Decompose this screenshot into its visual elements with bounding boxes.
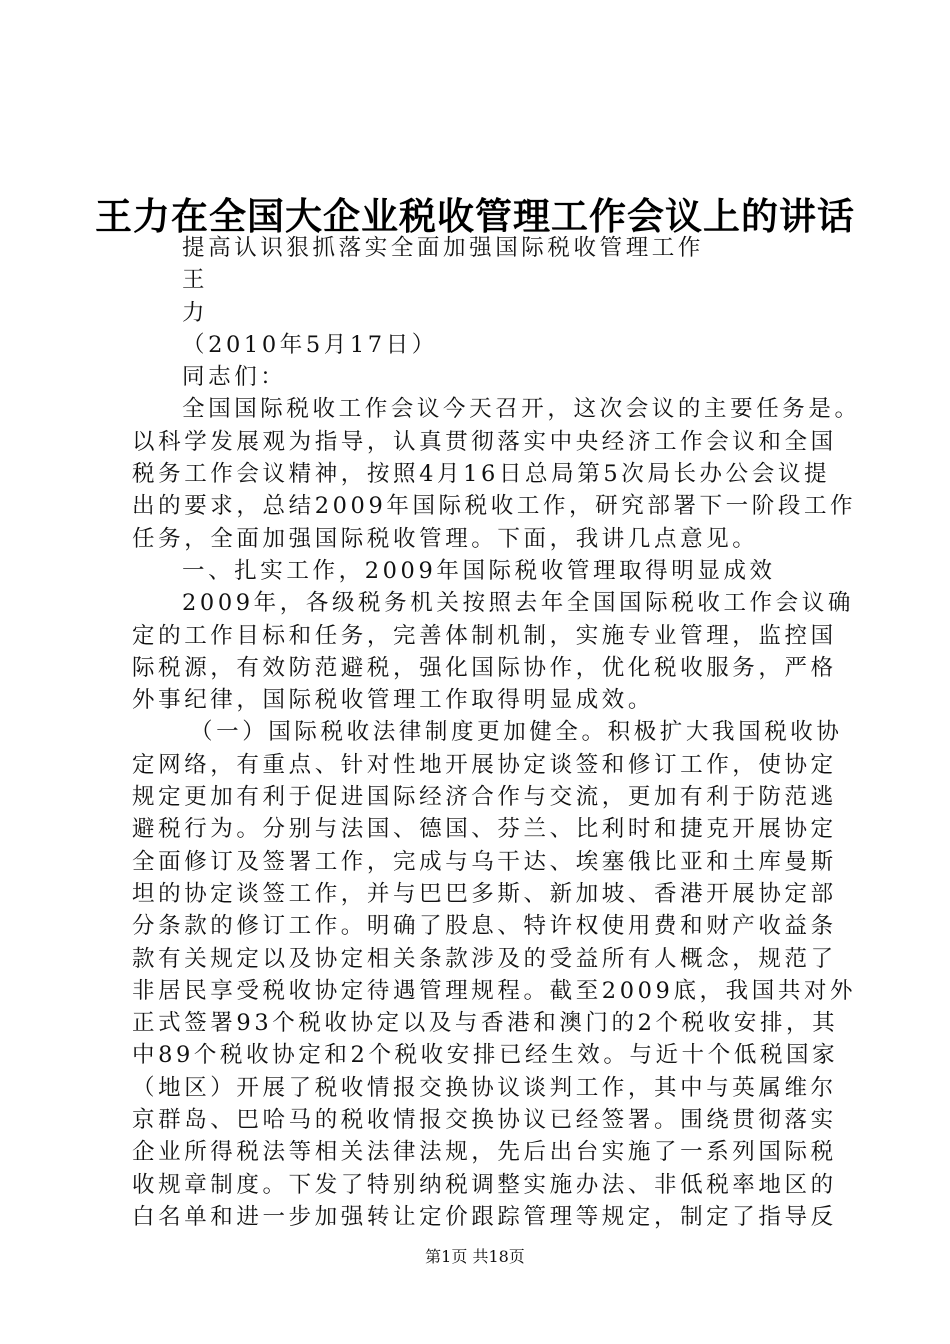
paragraph-line: 白名单和进一步加强转让定价跟踪管理等规定，制定了指导反 [132,1203,837,1230]
paragraph-line: 中89个税收协定和2个税收安排已经生效。与近十个低税国家 [132,1042,839,1069]
date-line: （2010年5月17日） [182,331,438,358]
paragraph-line: 以科学发展观为指导，认真贯彻落实中央经济工作会议和全国 [132,428,837,455]
document-title: 王力在全国大企业税收管理工作会议上的讲话 [95,195,855,238]
author-line-2: 力 [182,299,209,326]
paragraph-line: 避税行为。分别与法国、德国、芬兰、比利时和捷克开展协定 [132,816,837,843]
paragraph-line: 2009年，各级税务机关按照去年全国国际税收工作会议确 [182,590,854,617]
paragraph-line: 款有关规定以及协定相关条款涉及的受益所有人概念，规范了 [132,945,837,972]
paragraph-line: 定的工作目标和任务，完善体制机制，实施专业管理，监控国 [132,622,837,649]
subtitle-line: 提高认识狠抓落实全面加强国际税收管理工作 [182,235,705,261]
paragraph-line: 际税源，有效防范避税，强化国际协作，优化税收服务，严格 [132,654,837,681]
page-number-footer: 第1页 共18页 [425,1247,525,1266]
paragraph-line: 非居民享受税收协定待遇管理规程。截至2009底，我国共对外 [132,977,857,1004]
paragraph-line: 京群岛、巴哈马的税收情报交换协议已经签署。围绕贯彻落实 [132,1107,837,1134]
paragraph-line: 分条款的修订工作。明确了股息、特许权使用费和财产收益条 [132,913,837,940]
section-heading: 一、扎实工作，2009年国际税收管理取得明显成效 [182,557,776,584]
paragraph-line: 企业所得税法等相关法律法规，先后出台实施了一系列国际税 [132,1139,837,1166]
paragraph-line: （一）国际税收法律制度更加健全。积极扩大我国税收协 [190,719,843,746]
salutation-line: 同志们： [182,364,287,391]
paragraph-line: 税务工作会议精神，按照4月16日总局第5次局长办公会议提 [132,461,831,488]
paragraph-line: 收规章制度。下发了特别纳税调整实施办法、非低税率地区的 [132,1171,837,1198]
author-line-1: 王 [182,267,209,294]
paragraph-line: 正式签署93个税收协定以及与香港和澳门的2个税收安排，其 [132,1010,839,1037]
paragraph-line: 定网络，有重点、针对性地开展协定谈签和修订工作，使协定 [132,751,837,778]
paragraph-line: 任务，全面加强国际税收管理。下面，我讲几点意见。 [132,525,759,552]
document-body [132,232,861,1233]
paragraph-line: 坦的协定谈签工作，并与巴巴多斯、新加坡、香港开展协定部 [132,880,837,907]
paragraph-line: 出的要求，总结2009年国际税收工作，研究部署下一阶段工作 [132,493,857,520]
paragraph-line: （地区）开展了税收情报交换协议谈判工作，其中与英属维尔 [132,1074,837,1101]
paragraph-line: 规定更加有利于促进国际经济合作与交流，更加有利于防范逃 [132,784,837,811]
paragraph-line: 全面修订及签署工作，完成与乌干达、埃塞俄比亚和土库曼斯 [132,848,837,875]
paragraph-line: 外事纪律，国际税收管理工作取得明显成效。 [132,687,655,714]
paragraph-line: 全国国际税收工作会议今天召开，这次会议的主要任务是。 [182,396,861,423]
